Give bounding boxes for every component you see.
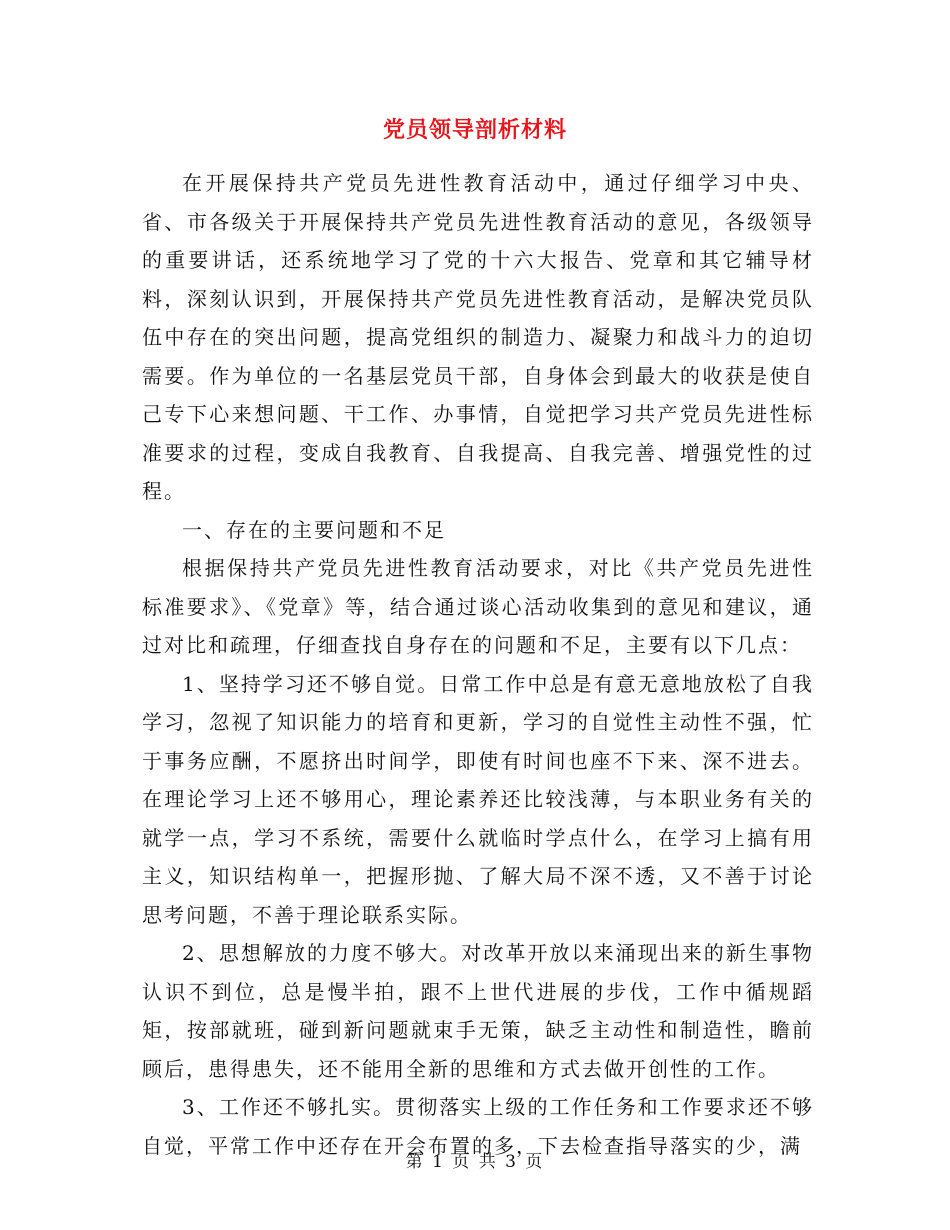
page-number: 第 1 页 共 3 页 — [405, 1152, 545, 1172]
paragraph-intro: 在开展保持共产党员先进性教育活动中，通过仔细学习中央、省、市各级关于开展保持共产党员先进性教育活动的意见，各级领导的重要讲话，还系统地学习了党的十六大报告、党章和其它辅导材料，深刻认识到，开展保持共产党员先进性教育活动，是解决党员队伍中存在的突出问题，提高党组织的制造力、凝聚力和战斗力的迫切需要。作为单位的一名基层党员干部，自身体会到最大的收获是使自己专下心来想问题、干工作、办事情，自觉把学习共产党员先进性标准要求的过程，变成自我教育、自我提高、自我完善、增强党性的过程。 — [142, 171, 814, 503]
document-title: 党员领导剖析材料 — [382, 117, 567, 143]
paragraph-item-2: 2、思想解放的力度不够大。对改革开放以来涌现出来的新生事物认识不到位，总是慢半拍，跟不上世代进展的步伐，工作中循规蹈矩，按部就班，碰到新问题就束手无策，缺乏主动性和制造性，瞻前顾后，患得患失，还不能用全新的思维和方式去做开创性的工作。 — [142, 941, 814, 1081]
paragraph-overview: 根据保持共产党员先进性教育活动要求，对比《共产党员先进性标准要求》、《党章》等，结合通过谈心活动收集到的意见和建议，通过对比和疏理，仔细查找自身存在的问题和不足，主要有以下几点： — [142, 556, 814, 657]
paragraph-item-1: 1、坚持学习还不够自觉。日常工作中总是有意无意地放松了自我学习，忽视了知识能力的培育和更新，学习的自觉性主动性不强，忙于事务应酬，不愿挤出时间学，即使有时间也座不下来、深不进去。在理论学习上还不够用心，理论素养还比较浅薄，与本职业务有关的就学一点，学习不系统，需要什么就临时学点什么，在学习上搞有用主义，知识结构单一，把握形抛、了解大局不深不透，又不善于讨论思考问题，不善于理论联系实际。 — [142, 671, 814, 927]
document-body — [142, 164, 814, 1165]
paragraph-item-3: 3、工作还不够扎实。贯彻落实上级的工作任务和工作要求还不够自觉，平常工作中还存在开会布置的多，下去检查指导落实的少，满 — [142, 1095, 814, 1158]
section-heading: 一、存在的主要问题和不足 — [182, 517, 446, 542]
